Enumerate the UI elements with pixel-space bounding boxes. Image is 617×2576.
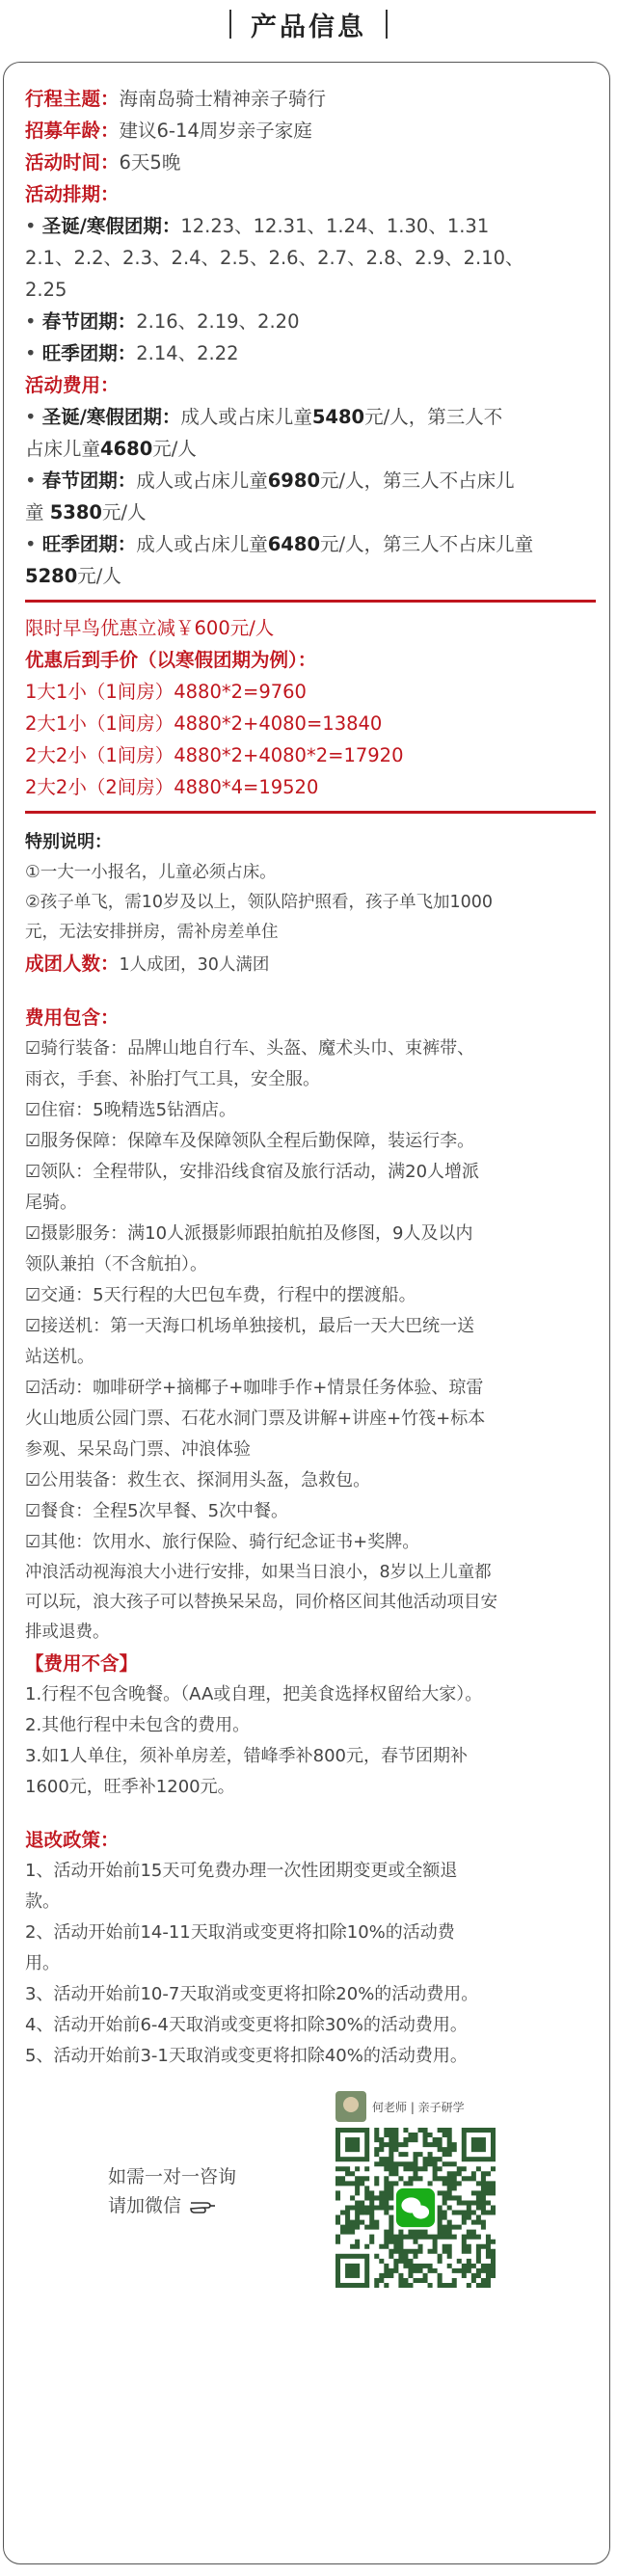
profile-name: 何老师 | 亲子研学	[372, 2100, 465, 2114]
include-item-equipment-cont: 雨衣，手套、补胎打气工具，安全服。	[25, 1069, 320, 1089]
refund-rule-2-cont: 用。	[25, 1953, 60, 1973]
theme-row: 行程主题：海南岛骑士精神亲子骑行	[25, 88, 327, 110]
final-price-title: 优惠后到手价（以寒假团期为例）：	[25, 649, 317, 671]
include-item-hotel: ☑住宿：5晚精选5钻酒店。	[25, 1100, 237, 1120]
fee-spring-row: • 春节团期：成人或占床儿童6980元/人，第三人不占床儿	[25, 470, 515, 492]
wechat-profile	[335, 2091, 465, 2122]
exclude-item-3-cont: 1600元，旺季补1200元。	[25, 1777, 235, 1797]
notes-title: 特别说明：	[25, 832, 112, 852]
avatar	[335, 2091, 366, 2122]
section-header	[0, 0, 617, 48]
price-option-4: 2大2小（2间房）4880*4=19520	[25, 776, 319, 798]
refund-rule-1-cont: 款。	[25, 1892, 60, 1912]
include-item-leader-cont: 尾骑。	[25, 1193, 77, 1213]
time-row: 活动时间：6天5晚	[25, 151, 181, 174]
note-2: ②孩子单飞，需10岁及以上，领队陪护照看，孩子单飞加1000	[25, 893, 493, 912]
exclude-item-2: 2.其他行程中未包含的费用。	[25, 1715, 251, 1735]
winter-schedule-row: • 圣诞/寒假团期：12.23、12.31、1.24、1.30、1.31	[25, 215, 490, 237]
refund-rule-5: 5、活动开始前3-1天取消或变更将扣除40%的活动费用。	[25, 2046, 468, 2066]
fee-peak-row: • 旺季团期：成人或占床儿童6480元/人，第三人不占床儿童	[25, 533, 534, 555]
refund-rule-2: 2、活动开始前14-11天取消或变更将扣除10%的活动费	[25, 1922, 455, 1943]
exclude-item-1: 1.行程不包含晚餐。（AA或自理，把美食选择权留给大家）。	[25, 1684, 483, 1704]
include-item-gear: ☑公用装备：救生衣、探洞用头盔，急救包。	[25, 1470, 371, 1490]
red-divider	[25, 600, 596, 603]
spring-schedule-row: • 春节团期：2.16、2.19、2.20	[25, 310, 300, 333]
fee-peak-row-2: 5280元/人	[25, 565, 121, 587]
consult-line-2: 请加微信	[108, 2195, 182, 2216]
include-item-photo-cont: 领队兼拍（不含航拍）。	[25, 1254, 207, 1275]
surf-note-cont-2: 排或退费。	[25, 1623, 110, 1642]
section-title: 产品信息	[251, 12, 366, 42]
include-item-activities-cont-2: 参观、呆呆岛门票、冲浪体验	[25, 1439, 251, 1460]
note-2-cont: 元，无法安排拼房，需补房差单住	[25, 923, 279, 942]
schedule-heading: 活动排期：	[25, 183, 120, 205]
excludes-title: 【费用不含】	[25, 1652, 139, 1675]
include-item-support: ☑服务保障：保障车及保障领队全程后勤保障，装运行李。	[25, 1131, 475, 1151]
wechat-qr-code[interactable]	[335, 2128, 496, 2288]
price-option-2: 2大1小（1间房）4880*2+4080=13840	[25, 712, 383, 735]
refund-title: 退改政策：	[25, 1829, 120, 1851]
include-item-activities-cont: 火山地质公园门票、石花水洞门票及讲解+讲座+竹筏+标本	[25, 1409, 486, 1429]
peak-schedule-row: • 旺季团期：2.14、2.22	[25, 342, 239, 364]
age-row: 招募年龄：建议6-14周岁亲子家庭	[25, 120, 312, 142]
consult-text	[108, 2162, 236, 2220]
include-item-equipment: ☑骑行装备：品牌山地自行车、头盔、魔术头巾、束裤带、	[25, 1038, 475, 1059]
fee-winter-row: • 圣诞/寒假团期：成人或占床儿童5480元/人，第三人不	[25, 406, 503, 428]
pointing-hand-icon	[189, 2195, 218, 2216]
fee-heading: 活动费用：	[25, 374, 120, 396]
contact-section	[25, 2072, 596, 2332]
card-content	[25, 83, 596, 2332]
surf-note: 冲浪活动视海浪大小进行安排，如果当日浪小，8岁以上儿童都	[25, 1563, 492, 1582]
header-right-bar	[386, 10, 388, 39]
fee-spring-row-2: 童 5380元/人	[25, 501, 147, 523]
refund-rule-1: 1、活动开始前15天可免费办理一次性团期变更或全额退	[25, 1861, 458, 1881]
price-option-1: 1大1小（1间房）4880*2=9760	[25, 681, 307, 703]
exclude-item-3: 3.如1人单住，须补单房差，错峰季补800元，春节团期补	[25, 1746, 468, 1766]
early-bird-offer: 限时早鸟优惠立减￥600元/人	[25, 617, 275, 639]
include-item-transport: ☑交通：5天行程的大巴包车费，行程中的摆渡船。	[25, 1285, 416, 1305]
include-item-photo: ☑摄影服务：满10人派摄影师跟拍航拍及修图，9人及以内	[25, 1223, 473, 1244]
include-item-leader: ☑领队：全程带队，安排沿线食宿及旅行活动，满20人增派	[25, 1162, 480, 1182]
refund-rule-3: 3、活动开始前10-7天取消或变更将扣除20%的活动费用。	[25, 1984, 479, 2004]
include-item-transfer: ☑接送机：第一天海口机场单独接机，最后一天大巴统一送	[25, 1316, 475, 1336]
fee-winter-row-2: 占床儿童4680元/人	[25, 438, 197, 460]
refund-rule-4: 4、活动开始前6-4天取消或变更将扣除30%的活动费用。	[25, 2015, 468, 2035]
include-item-other: ☑其他：饮用水、旅行保险、骑行纪念证书+奖牌。	[25, 1532, 420, 1552]
includes-title: 费用包含：	[25, 1006, 120, 1029]
consult-line-1: 如需一对一咨询	[108, 2166, 237, 2187]
price-option-3: 2大2小（1间房）4880*2+4080*2=17920	[25, 744, 404, 766]
include-item-transfer-cont: 站送机。	[25, 1347, 94, 1367]
red-divider	[25, 811, 596, 814]
note-1: ①一大一小报名，儿童必须占床。	[25, 863, 277, 882]
group-size-row: 成团人数：1人成团，30人满团	[25, 953, 270, 975]
include-item-activities: ☑活动：咖啡研学+摘椰子+咖啡手作+情景任务体验、琼雷	[25, 1378, 484, 1398]
winter-schedule-row-3: 2.25	[25, 279, 67, 301]
winter-schedule-row-2: 2.1、2.2、2.3、2.4、2.5、2.6、2.7、2.8、2.9、2.10、	[25, 247, 524, 269]
include-item-meals: ☑餐食：全程5次早餐、5次中餐。	[25, 1501, 289, 1521]
surf-note-cont: 可以玩，浪大孩子可以替换呆呆岛，同价格区间其他活动项目安	[25, 1593, 497, 1612]
header-left-bar	[229, 10, 231, 39]
